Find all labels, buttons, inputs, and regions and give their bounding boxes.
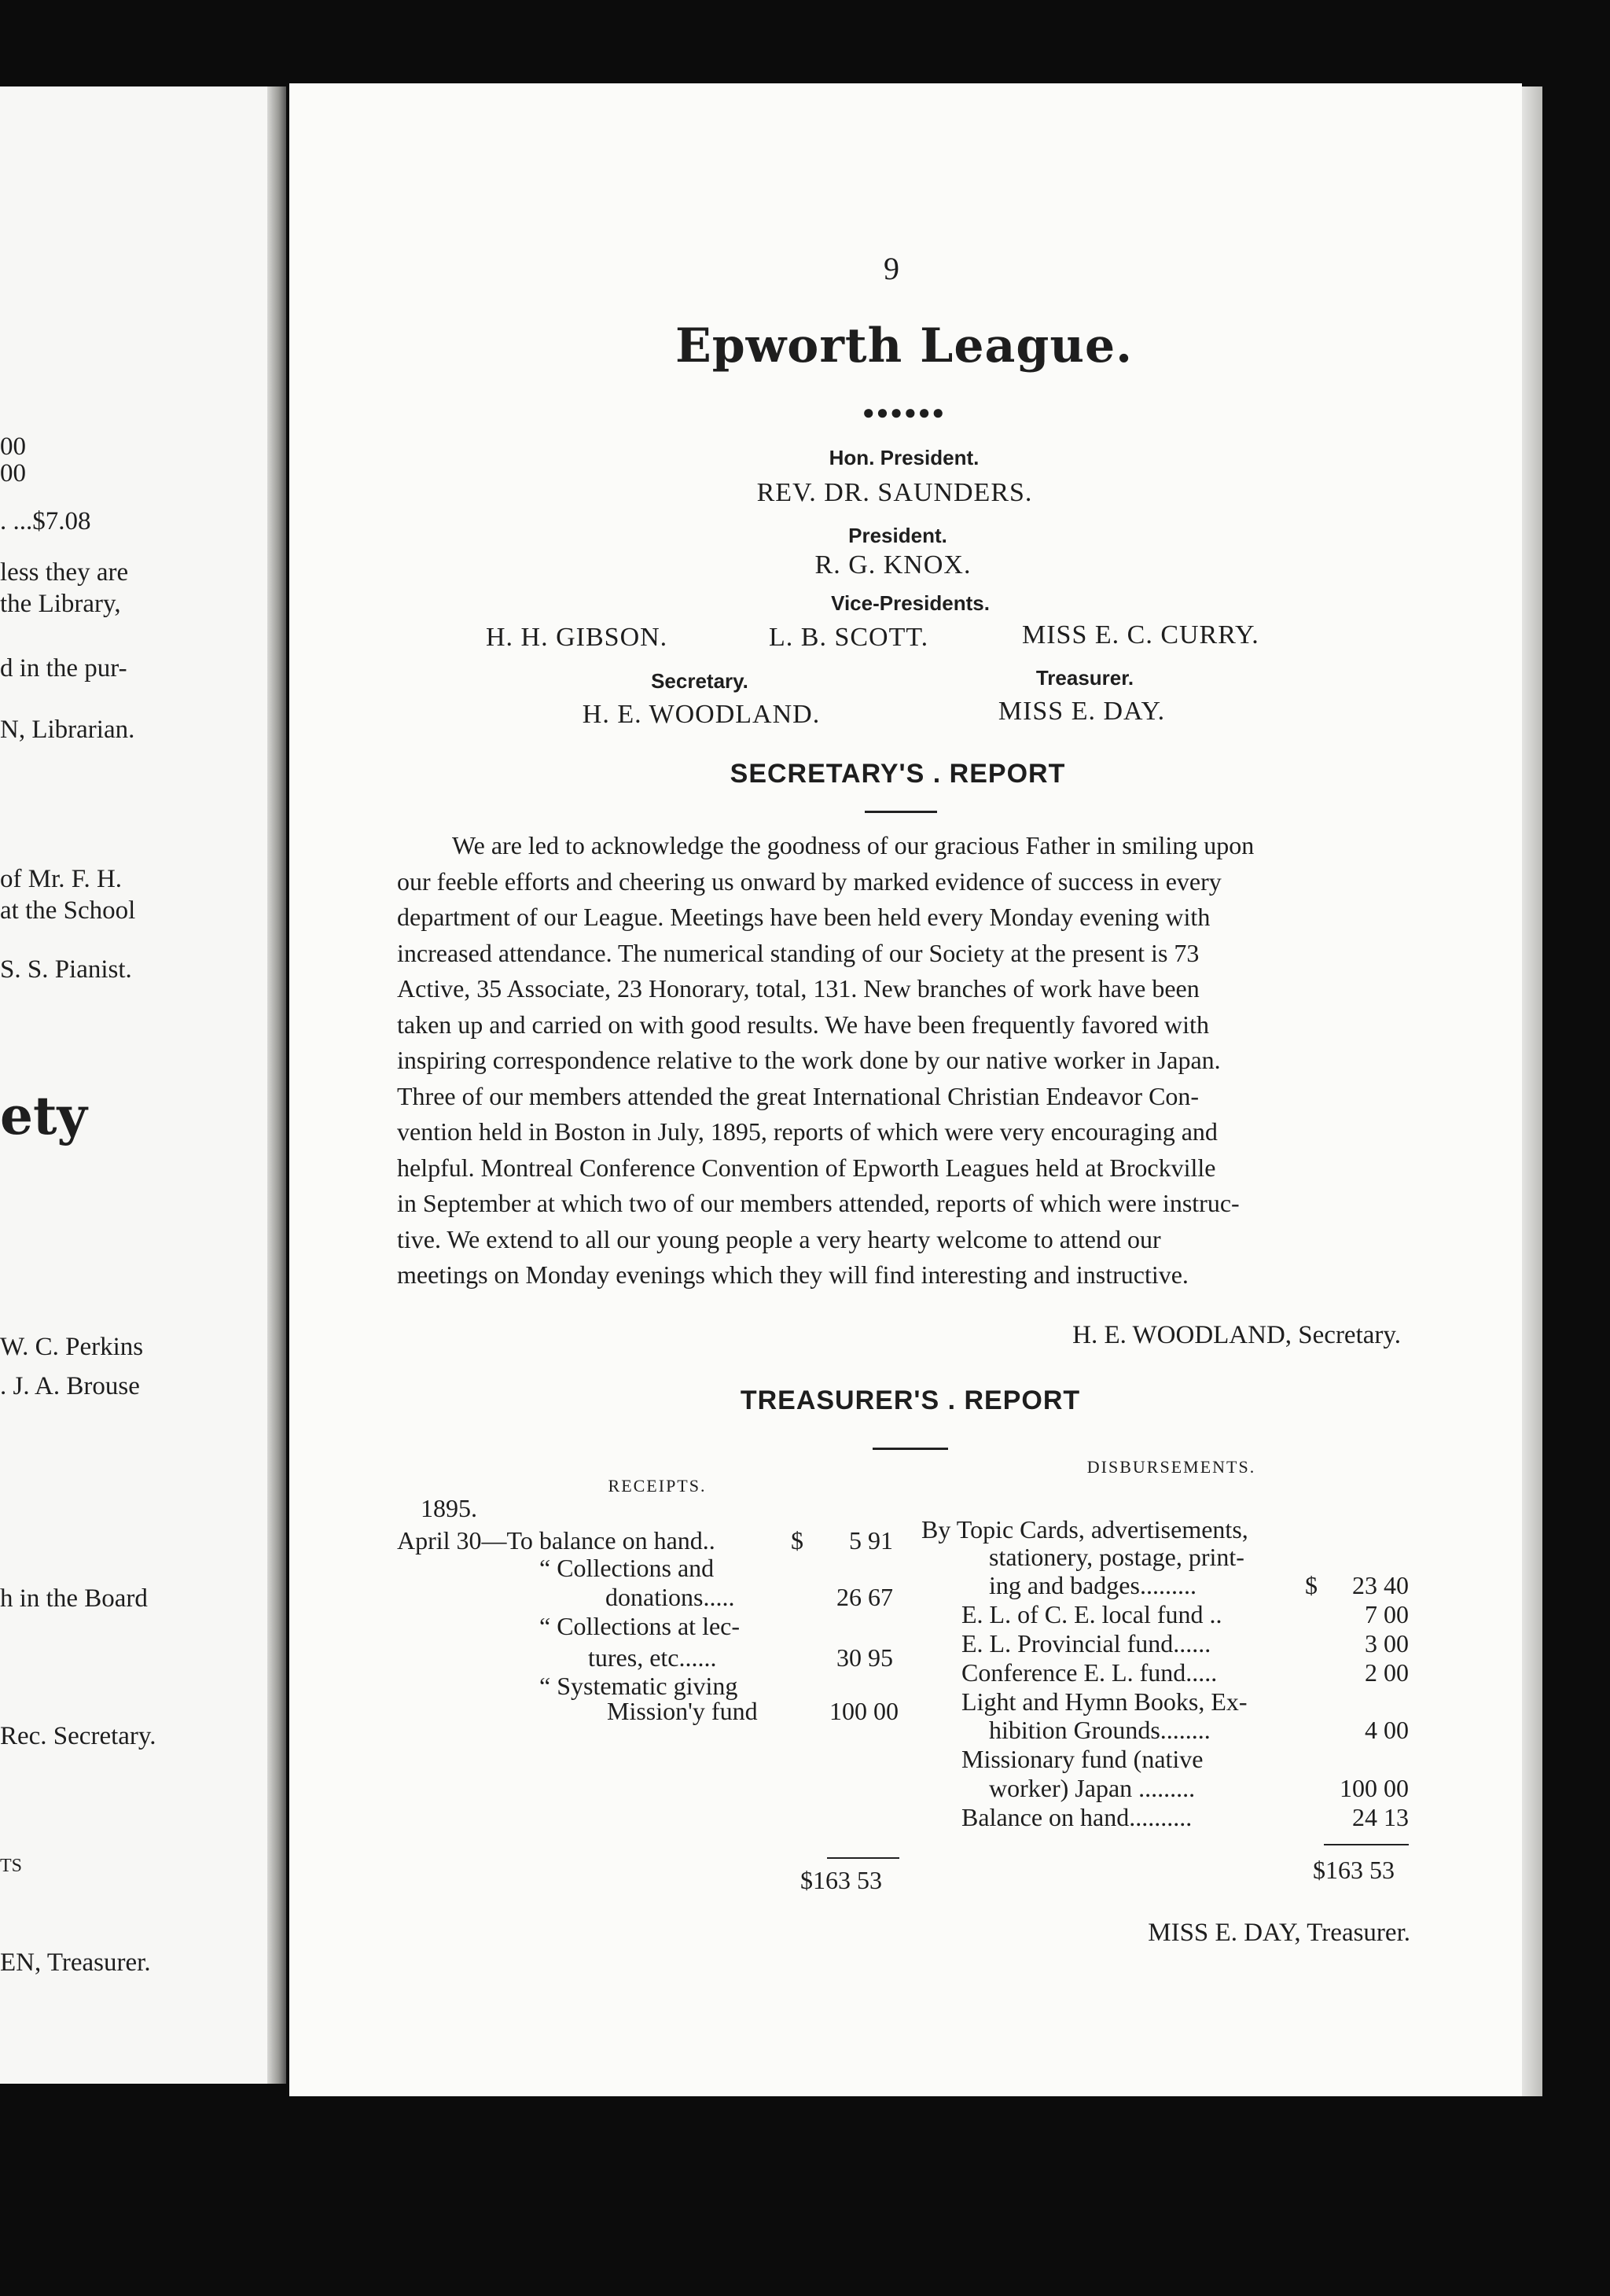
report-line: taken up and carried on with good results. We have been frequently favored with <box>397 1010 1209 1039</box>
treasurer-report-heading: TREASURER'S . REPORT <box>740 1385 1081 1415</box>
secretary-label: Secretary. <box>651 669 748 693</box>
vice-presidents-label: Vice-Presidents. <box>831 591 990 615</box>
left-line: at the School <box>0 896 136 925</box>
left-line: 00 <box>0 432 26 461</box>
receipt-line: Mission'y fund <box>607 1697 758 1725</box>
disbursement-amount: 4 00 <box>1365 1716 1409 1744</box>
disbursement-line: By Topic Cards, advertisements, <box>921 1515 1248 1544</box>
report-line: helpful. Montreal Conference Convention of Epworth Leagues held at Brockville <box>397 1153 1216 1182</box>
secretary-report-body <box>397 828 1403 1293</box>
report-line: meetings on Monday evenings which they will find interesting and instructive. <box>397 1260 1189 1289</box>
disbursement-line: hibition Grounds........ <box>989 1716 1211 1744</box>
receipt-amount: 100 00 <box>829 1697 899 1725</box>
disbursement-amount: 2 00 <box>1365 1658 1409 1687</box>
secretary-signature: H. E. WOODLAND, Secretary. <box>1072 1321 1401 1349</box>
receipt-amount: 26 67 <box>836 1583 893 1611</box>
disbursements-total: $163 53 <box>1313 1856 1395 1884</box>
left-line: Rec. Secretary. <box>0 1722 156 1750</box>
left-line: W. C. Perkins <box>0 1333 144 1361</box>
disbursement-line: ing and badges......... <box>989 1571 1196 1599</box>
vice-president-name: H. H. GIBSON. <box>486 623 668 652</box>
left-line: of Mr. F. H. <box>0 865 123 893</box>
secretary-name: H. E. WOODLAND. <box>582 700 821 729</box>
receipt-line: “ Collections and <box>539 1554 715 1582</box>
left-line: S. S. Pianist. <box>0 955 132 984</box>
hon-president-label: Hon. President. <box>829 446 980 469</box>
left-line: the Library, <box>0 590 121 618</box>
president-label: President. <box>848 524 947 547</box>
disbursement-line: Balance on hand.......... <box>961 1803 1193 1831</box>
disbursement-amount: 23 40 <box>1352 1571 1409 1599</box>
left-line: d in the pur- <box>0 654 127 683</box>
receipt-amount: 30 95 <box>836 1643 893 1672</box>
left-line: less they are <box>0 558 129 587</box>
left-heading-fragment: ety <box>0 1085 87 1146</box>
page-title: Epworth League. <box>675 318 1134 373</box>
receipt-line: donations..... <box>605 1583 735 1611</box>
disbursement-line: E. L. Provincial fund...... <box>961 1629 1211 1658</box>
disbursement-amount: 3 00 <box>1365 1629 1409 1658</box>
president-name: R. G. KNOX. <box>814 550 972 580</box>
left-line: TS <box>0 1856 23 1876</box>
receipts-total: $163 53 <box>800 1866 882 1894</box>
receipts-total-rule <box>827 1857 899 1859</box>
report-line: tive. We extend to all our young people a very hearty welcome to attend our <box>397 1224 1161 1253</box>
secretary-report-heading: SECRETARY'S . REPORT <box>730 759 1066 789</box>
disbursements-heading: DISBURSEMENTS. <box>1086 1457 1256 1477</box>
receipts-heading: RECEIPTS. <box>608 1476 707 1496</box>
disbursements-total-rule <box>1324 1844 1409 1845</box>
receipt-line: April 30—To balance on hand.. <box>397 1526 715 1555</box>
treasurer-signature: MISS E. DAY, Treasurer. <box>1148 1919 1410 1947</box>
page-edge <box>1522 86 1542 2096</box>
disbursement-line: Conference E. L. fund..... <box>961 1658 1218 1687</box>
disbursement-line: E. L. of C. E. local fund .. <box>961 1600 1222 1628</box>
report-line: We are led to acknowledge the goodness of our gracious Father in smiling upon <box>452 831 1255 859</box>
vice-president-name: L. B. SCOTT. <box>769 623 929 652</box>
report-line: our feeble efforts and cheering us onward by marked evidence of success in every <box>397 867 1222 896</box>
left-line: 00 <box>0 459 26 488</box>
treasurer-name: MISS E. DAY. <box>998 697 1166 726</box>
report-line: in September at which two of our members attended, reports of which were instruc- <box>397 1189 1240 1217</box>
receipt-line: “ Collections at lec- <box>539 1612 741 1640</box>
left-line: . J. A. Brouse <box>0 1372 140 1400</box>
disbursement-line: stationery, postage, print- <box>989 1543 1244 1571</box>
divider <box>873 1448 948 1450</box>
hon-president-name: REV. DR. SAUNDERS. <box>756 478 1033 507</box>
receipt-line: “ Systematic giving <box>539 1672 738 1700</box>
left-page <box>0 86 274 2084</box>
disbursement-amount: 7 00 <box>1365 1600 1409 1628</box>
receipt-line: tures, etc...... <box>588 1643 717 1672</box>
left-line: EN, Treasurer. <box>0 1948 151 1977</box>
receipts-year: 1895. <box>421 1494 477 1522</box>
left-line: . ...$7.08 <box>0 507 91 535</box>
receipt-amount: 5 91 <box>849 1526 893 1555</box>
receipt-dollar: $ <box>791 1526 803 1555</box>
book-gutter <box>267 86 286 2084</box>
treasurer-label: Treasurer. <box>1035 666 1134 690</box>
vice-president-name: MISS E. C. CURRY. <box>1022 620 1259 649</box>
divider <box>865 811 937 813</box>
disbursement-dollar: $ <box>1305 1571 1318 1599</box>
report-line: vention held in Boston in July, 1895, reports of which were very encouraging and <box>397 1117 1218 1146</box>
report-line: Three of our members attended the great International Christian Endeavor Con- <box>397 1081 1200 1110</box>
left-line: h in the Board <box>0 1584 148 1613</box>
left-line: N, Librarian. <box>0 716 135 744</box>
disbursement-amount: 24 13 <box>1352 1803 1409 1831</box>
page-number: 9 <box>884 251 899 286</box>
report-line: department of our League. Meetings have been held every Monday evening with <box>397 903 1211 931</box>
report-line: increased attendance. The numerical standing of our Society at the present is 73 <box>397 938 1200 967</box>
disbursement-line: Missionary fund (native <box>961 1745 1204 1773</box>
disbursement-line: Light and Hymn Books, Ex- <box>961 1687 1248 1716</box>
report-line: inspiring correspondence relative to the work done by our native worker in Japan. <box>397 1046 1221 1074</box>
disbursement-line: worker) Japan ......... <box>989 1774 1196 1802</box>
ornament: ●●●●●● <box>862 401 947 424</box>
disbursement-amount: 100 00 <box>1340 1774 1409 1802</box>
report-line: Active, 35 Associate, 23 Honorary, total, 131. New branches of work have been <box>397 974 1200 1003</box>
